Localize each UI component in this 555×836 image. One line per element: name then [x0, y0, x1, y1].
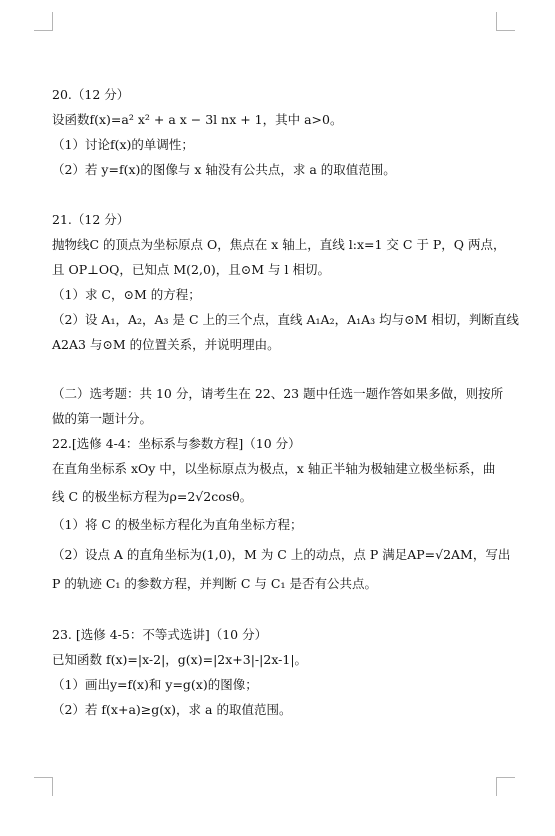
- crop-mark-top-left: [34, 12, 53, 31]
- q21-header: 21.（12 分）: [52, 212, 130, 227]
- elective-instructions-line1: （二）选考题：共 10 分，请考生在 22、23 题中任选一题作答如果多做，则按所: [52, 386, 504, 401]
- q21-stem-line2: 且 OP⊥OQ，已知点 M(2,0)，且⊙M 与 l 相切。: [52, 262, 330, 277]
- q22-part2-line2: P 的轨迹 C₁ 的参数方程，并判断 C 与 C₁ 是否有公共点。: [52, 576, 377, 591]
- q21-part1: （1）求 C，⊙M 的方程；: [52, 287, 201, 302]
- q23-part1: （1）画出y=f(x)和 y=g(x)的图像；: [52, 677, 258, 692]
- q22-header: 22.[选修 4-4：坐标系与参数方程]（10 分）: [52, 436, 301, 451]
- q23-stem: 已知函数 f(x)=|x-2|，g(x)=|2x+3|-|2x-1|。: [52, 652, 308, 667]
- q22-part1: （1）将 C 的极坐标方程化为直角坐标方程；: [52, 517, 303, 532]
- q21-stem-line1: 抛物线C 的顶点为坐标原点 O，焦点在 x 轴上，直线 l:x=1 交 C 于 P，Q 两点，: [52, 237, 506, 252]
- crop-mark-bottom-right: [496, 777, 515, 796]
- q22-part2-line1: （2）设点 A 的直角坐标为(1,0)，M 为 C 上的动点，点 P 满足AP=√2AM，写出: [52, 547, 511, 562]
- q21-part2-line2: A2A3 与⊙M 的位置关系，并说明理由。: [52, 337, 280, 352]
- q20-stem: 设函数f(x)=a² x² + a x − 3l nx + 1，其中 a>0。: [52, 112, 343, 127]
- elective-instructions-line2: 做的第一题计分。: [52, 411, 153, 426]
- q20-part1: （1）讨论f(x)的单调性；: [52, 137, 194, 152]
- q21-part2-line1: （2）设 A₁，A₂，A₃ 是 C 上的三个点，直线 A₁A₂，A₁A₃ 均与⊙M 相切，判断直线: [52, 312, 519, 327]
- crop-mark-bottom-left: [34, 777, 53, 796]
- q20-header: 20.（12 分）: [52, 87, 130, 102]
- q23-part2: （2）若 f(x+a)≥g(x)，求 a 的取值范围。: [52, 702, 292, 717]
- q20-part2: （2）若 y=f(x)的图像与 x 轴没有公共点，求 a 的取值范围。: [52, 162, 396, 177]
- q22-stem-line2: 线 C 的极坐标方程为ρ=2√2cosθ。: [52, 489, 253, 504]
- q22-stem-line1: 在直角坐标系 xOy 中，以坐标原点为极点，x 轴正半轴为极轴建立极坐标系，曲: [52, 461, 496, 476]
- crop-mark-top-right: [496, 12, 515, 31]
- q23-header: 23. [选修 4-5：不等式选讲]（10 分）: [52, 627, 268, 642]
